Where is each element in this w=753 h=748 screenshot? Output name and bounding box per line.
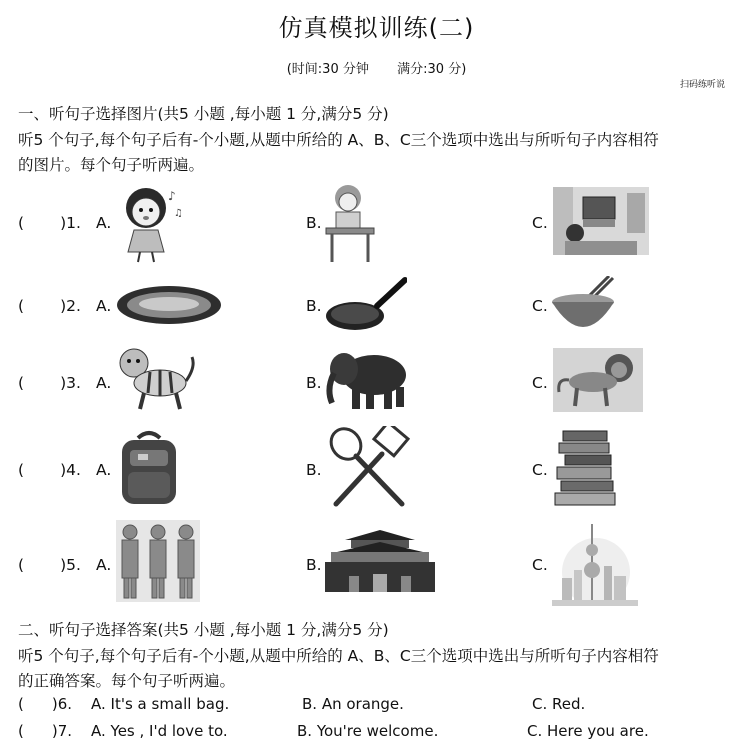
girl-at-desk-image [324,180,376,264]
singing-girl-image [116,180,188,264]
tiger-image [116,347,196,413]
q6-option-c: C. Red. [532,695,586,713]
q6-option-b: B. An orange. [302,695,404,713]
plate-image [116,284,222,326]
frying-pan-image [325,276,407,334]
q5-option-b-label: B. [306,556,322,574]
q1-option-b-label: B. [306,214,322,232]
question-7-number: ( )7. [18,722,73,740]
q1-option-c-label: C. [532,214,548,232]
q7-option-a: A. Yes , I'd love to. [91,722,228,740]
shanghai-skyline-image [552,520,638,606]
q5-option-a-label: A. [96,556,112,574]
terracotta-warriors-image [116,520,200,602]
section1-instructions [18,128,746,178]
section2-instruction-line2: 的正确答案。每个句子听两遍。 [18,672,236,690]
scan-hint: 扫码练听说 [679,80,725,90]
q5-option-c-label: C. [532,556,548,574]
q2-option-b-label: B. [306,297,322,315]
section1-instruction-line1: 听5 个句子,每个句子后有-个小题,从题中所给的 A、B、C三个选项中选出与所听句子内容相符 [18,131,659,149]
lion-image [553,348,643,412]
q7-option-b: B. You're welcome. [297,722,439,740]
time-limit: (时间:30 分钟 [286,62,369,77]
question-3-number: ( )3. [18,374,81,392]
q7-option-c: C. Here you are. [527,722,649,740]
living-room-tv-image [553,187,649,255]
q4-option-a-label: A. [96,461,112,479]
stack-of-books-image [553,427,619,507]
q3-option-a-label: A. [96,374,112,392]
q3-option-b-label: B. [306,374,322,392]
bowl-with-chopsticks-image [551,276,617,334]
spoon-and-spatula-image [326,426,410,510]
question-6-number: ( )6. [18,695,73,713]
q3-option-c-label: C. [532,374,548,392]
q4-option-c-label: C. [532,461,548,479]
backpack-image [116,428,182,508]
page-title: 仿真模拟训练(二) [278,14,475,42]
section2-instructions [18,644,746,694]
exam-info [0,58,753,77]
full-score: 满分:30 分) [397,62,467,77]
q2-option-c-label: C. [532,297,548,315]
section2-heading: 二、听句子选择答案(共5 小题 ,每小题 1 分,满分5 分) [18,621,389,639]
q6-option-a: A. It's a small bag. [91,695,230,713]
q2-option-a-label: A. [96,297,112,315]
section2-instruction-line1: 听5 个句子,每个句子后有-个小题,从题中所给的 A、B、C三个选项中选出与所听句子内容相符 [18,647,659,665]
q4-option-b-label: B. [306,461,322,479]
svg-text:♫: ♫ [174,208,183,219]
tiananmen-gate-image [325,526,435,594]
elephant-image [324,345,410,411]
question-4-number: ( )4. [18,461,81,479]
section1-instruction-line2: 的图片。每个句子听两遍。 [18,156,205,174]
question-5-number: ( )5. [18,556,81,574]
question-1-number: ( )1. [18,214,81,232]
section1-heading: 一、听句子选择图片(共5 小题 ,每小题 1 分,满分5 分) [18,105,389,123]
q1-option-a-label: A. [96,214,112,232]
question-2-number: ( )2. [18,297,81,315]
svg-text:♪: ♪ [168,189,176,203]
